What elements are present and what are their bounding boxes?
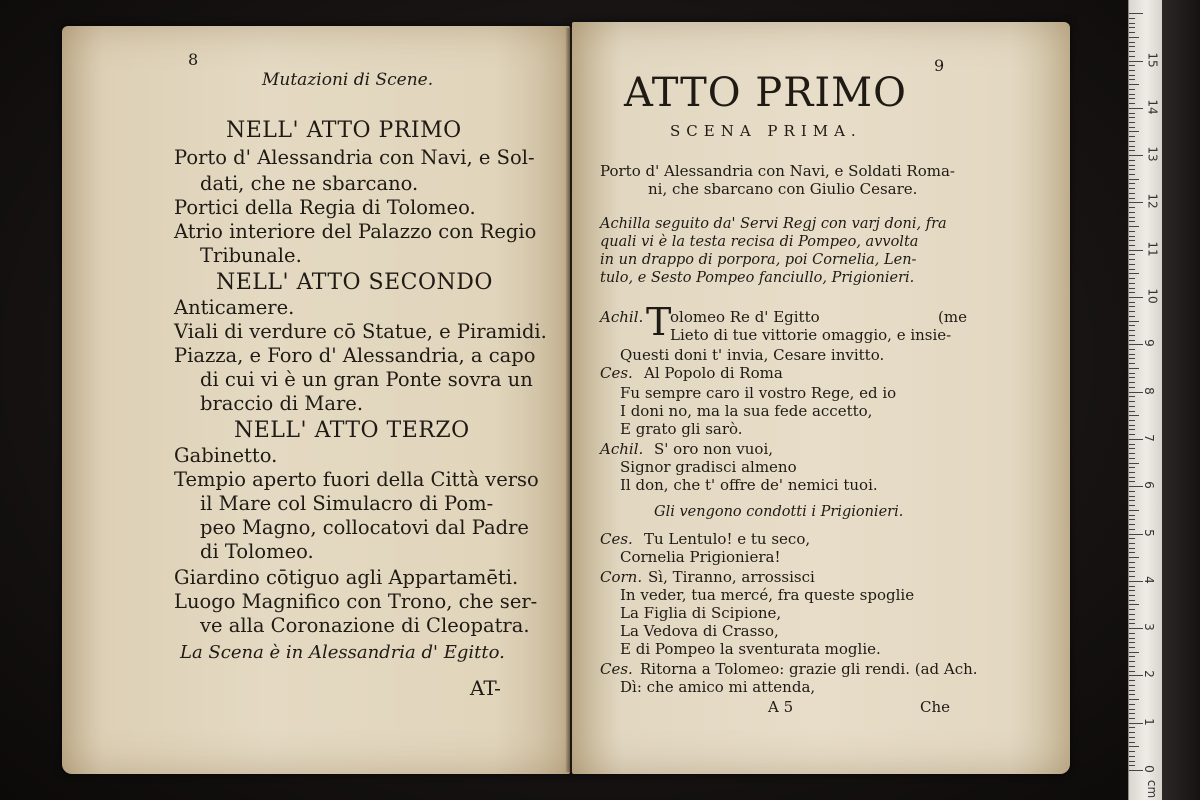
ruler-tick <box>1129 207 1135 208</box>
ruler-tick <box>1129 51 1135 52</box>
ruler-tick <box>1129 84 1139 85</box>
ruler-tick <box>1129 358 1135 359</box>
scene-line: Portici della Regia di Tolomeo. <box>174 196 476 219</box>
ruler-tick <box>1129 269 1135 270</box>
scene-line: Viali di verdure cō Statue, e Piramidi. <box>174 320 547 343</box>
speaker-name: Achil. <box>600 308 644 326</box>
ruler-tick <box>1129 302 1135 303</box>
scene-line: Gabinetto. <box>174 444 278 467</box>
ruler-tick <box>1129 746 1139 747</box>
ruler-tick <box>1129 193 1135 194</box>
scene-line: di cui vi è un gran Ponte sovra un <box>200 368 533 391</box>
ruler-tick <box>1129 174 1135 175</box>
stage-direction-mid: Gli vengono condotti i Prigionieri. <box>654 504 904 520</box>
dialogue-text: Tu Lentulo! e tu seco, <box>644 530 811 548</box>
ruler-label: 3 <box>1141 623 1156 631</box>
ruler-tick <box>1129 306 1135 307</box>
scene-line: il Mare col Simulacro di Pom- <box>200 492 494 515</box>
ruler-tick <box>1129 609 1135 610</box>
ruler-tick <box>1129 212 1135 213</box>
stage-direction-line: tulo, e Sesto Pompeo fanciullo, Prigionieri. <box>600 270 915 286</box>
ruler-label: 7 <box>1141 434 1156 442</box>
ruler-tick <box>1129 704 1135 705</box>
act-title: ATTO PRIMO <box>624 70 907 116</box>
ruler-tick <box>1129 765 1135 766</box>
ruler-tick <box>1129 586 1135 587</box>
dialogue-text: Questi doni t' invia, Cesare invitto. <box>620 346 885 364</box>
ruler-tick <box>1129 98 1135 99</box>
ruler-tick <box>1129 694 1135 695</box>
dialogue-line <box>600 530 633 548</box>
dialogue-text: Dì: che amico mi attenda, <box>620 678 816 696</box>
ruler-tick <box>1129 524 1135 525</box>
ruler-tick <box>1129 481 1135 482</box>
ruler-tick <box>1129 65 1135 66</box>
ruler-tick <box>1129 377 1135 378</box>
dialogue-text: Lieto di tue vittorie omaggio, e insie- <box>670 326 952 344</box>
ruler-tick <box>1129 37 1139 38</box>
ruler-label: 8 <box>1141 386 1156 395</box>
setting-line: ni, che sbarcano con Giulio Cesare. <box>648 180 918 198</box>
ruler-label: 10 <box>1145 288 1160 304</box>
ruler-tick <box>1129 515 1135 516</box>
ruler-label: 9 <box>1141 339 1156 348</box>
scene-line: Piazza, e Foro d' Alessandria, a capo <box>174 344 536 367</box>
ruler-tick <box>1129 614 1135 615</box>
ruler-tick <box>1129 529 1135 530</box>
ruler-tick <box>1129 188 1135 189</box>
ruler-tick <box>1129 652 1139 653</box>
ruler-label: 12 <box>1145 193 1160 210</box>
act-heading-3: NELL' ATTO TERZO <box>234 418 470 443</box>
ruler-label: 1 <box>1141 717 1156 726</box>
ruler-label: 0 <box>1141 765 1156 773</box>
ruler-tick <box>1129 127 1135 128</box>
dialogue-text: Ritorna a Tolomeo: grazie gli rendi. (ad Ach. <box>640 660 978 678</box>
ruler-tick <box>1129 354 1135 355</box>
signature-mark: A 5 <box>768 698 794 716</box>
setting-line: Porto d' Alessandria con Navi, e Soldati Roma- <box>600 162 955 180</box>
ruler-tick <box>1129 604 1139 605</box>
scene-title: SCENA PRIMA. <box>670 122 862 140</box>
dialogue-text: Signor gradisci almeno <box>620 458 797 476</box>
ruler-tick <box>1129 429 1135 430</box>
ruler-label: 14 <box>1145 99 1160 115</box>
ruler-tick <box>1129 131 1139 132</box>
ruler-label: 13 <box>1145 146 1160 162</box>
ruler-tick <box>1129 690 1135 691</box>
ruler-tick <box>1129 245 1135 246</box>
ruler-tick <box>1129 330 1135 331</box>
ruler-tick <box>1129 562 1135 563</box>
ruler-tick <box>1129 415 1139 416</box>
ruler-tick <box>1129 217 1135 218</box>
ruler-tick <box>1129 27 1135 28</box>
dialogue-line <box>600 308 643 326</box>
stage-direction-line: Achilla seguito da' Servi Regj con varj doni, fra <box>600 216 947 232</box>
ruler-tick <box>1129 311 1135 312</box>
dialogue-text: Al Popolo di Roma <box>644 364 783 382</box>
ruler-tick <box>1129 571 1135 572</box>
ruler-tick <box>1129 713 1135 714</box>
ruler-tick <box>1129 368 1139 369</box>
ruler-tick <box>1129 647 1135 648</box>
ruler-tick <box>1129 434 1135 435</box>
ruler-tick <box>1129 183 1135 184</box>
ruler-tick <box>1129 250 1143 251</box>
ruler-tick <box>1129 264 1135 265</box>
ruler-tick <box>1129 453 1135 454</box>
ruler-tick <box>1129 321 1139 322</box>
dialogue-text: In veder, tua mercé, fra queste spoglie <box>620 586 915 604</box>
ruler-tick <box>1129 552 1135 553</box>
ruler-tick <box>1129 680 1135 681</box>
ruler-tick <box>1129 742 1135 743</box>
dialogue-text: Sì, Tiranno, arrossisci <box>648 568 815 586</box>
ruler-tick <box>1129 557 1139 558</box>
ruler-tick <box>1129 335 1135 336</box>
ruler-tick <box>1129 278 1135 279</box>
ruler-tick <box>1129 737 1135 738</box>
ruler-tick <box>1129 283 1135 284</box>
speaker-name: Achil. <box>600 440 644 458</box>
ruler-tick <box>1129 401 1135 402</box>
ruler-tick <box>1129 202 1143 203</box>
ruler-tick <box>1129 254 1135 255</box>
dialogue-text: S' oro non vuoi, <box>654 440 774 458</box>
ruler-tick <box>1129 236 1135 237</box>
ruler-tick <box>1129 600 1135 601</box>
ruler-tick <box>1129 42 1135 43</box>
scene-line: peo Magno, collocatovi dal Padre <box>200 516 529 539</box>
ruler-tick <box>1129 382 1135 383</box>
scene-line: di Tolomeo. <box>200 540 314 563</box>
scene-line: Tribunale. <box>200 244 302 267</box>
ruler-tick <box>1129 699 1139 700</box>
ruler-tick <box>1129 240 1135 241</box>
ruler-tick <box>1129 349 1135 350</box>
ruler-tick <box>1129 231 1135 232</box>
ruler-label: 2 <box>1141 670 1156 679</box>
scene-line: Giardino cōtiguo agli Appartamēti. <box>174 566 519 589</box>
ruler-tick <box>1129 496 1135 497</box>
ruler-tick <box>1129 633 1135 634</box>
ruler-tick <box>1129 444 1135 445</box>
dialogue-text: Il don, che t' offre de' nemici tuoi. <box>620 476 878 494</box>
speaker-name: Ces. <box>600 530 633 548</box>
ruler-tick <box>1129 108 1143 109</box>
ruler-tick <box>1129 709 1135 710</box>
ruler-label: 6 <box>1141 481 1156 490</box>
ruler-tick <box>1129 226 1139 227</box>
drop-capital: T <box>646 300 672 344</box>
left-running-head: Mutazioni di Scene. <box>262 70 434 90</box>
dialogue-line <box>600 364 633 382</box>
ruler-tick <box>1129 519 1135 520</box>
dialogue-text: E di Pompeo la sventurata moglie. <box>620 640 881 658</box>
scene-line: dati, che ne sbarcano. <box>200 172 419 195</box>
ruler-tick <box>1129 751 1135 752</box>
ruler-tick <box>1129 340 1135 341</box>
dialogue-text: E grato gli sarò. <box>620 420 743 438</box>
ruler-tick <box>1129 89 1135 90</box>
ruler-tick <box>1129 221 1135 222</box>
ruler-tick <box>1129 259 1135 260</box>
ruler-tick <box>1129 458 1135 459</box>
right-page <box>572 22 1070 774</box>
ruler-tick <box>1129 491 1135 492</box>
ruler-tick <box>1129 56 1135 57</box>
ruler-tick <box>1129 297 1143 298</box>
scene-line: ve alla Coronazione di Cleopatra. <box>200 614 530 637</box>
dialogue-text: I doni no, ma la sua fede accetto, <box>620 402 873 420</box>
scene-line: Atrio interiore del Palazzo con Regio <box>174 220 537 243</box>
ruler-label: 5 <box>1141 528 1156 537</box>
ruler-tick <box>1129 103 1135 104</box>
ruler-tick <box>1129 325 1135 326</box>
ruler-tick <box>1129 406 1135 407</box>
ruler-tick <box>1129 420 1135 421</box>
ruler-tick <box>1129 373 1135 374</box>
right-page-number: 9 <box>934 56 945 75</box>
stage-direction-line: quali vi è la testa recisa di Pompeo, avvolta <box>600 234 919 250</box>
ruler-tick <box>1129 13 1143 14</box>
ruler-tick <box>1129 510 1139 511</box>
ruler-tick <box>1129 505 1135 506</box>
dialogue-line <box>600 568 642 586</box>
dialogue-text: Fu sempre caro il vostro Rege, ed io <box>620 384 897 402</box>
ruler-tick <box>1129 70 1135 71</box>
dialogue-line <box>600 660 633 678</box>
ruler-tick <box>1129 32 1135 33</box>
ruler-tick <box>1129 718 1135 719</box>
ruler-tick <box>1129 165 1135 166</box>
ruler-tick <box>1129 141 1135 142</box>
ruler-tick <box>1129 590 1135 591</box>
aside-text: (me <box>938 308 967 326</box>
measurement-ruler <box>1128 0 1163 800</box>
ruler-tick <box>1129 548 1135 549</box>
ruler-tick <box>1129 411 1135 412</box>
ruler-tick <box>1129 463 1139 464</box>
ruler-label: 11 <box>1145 241 1160 257</box>
ruler-tick <box>1129 761 1135 762</box>
ruler-tick <box>1129 94 1135 95</box>
ruler-tick <box>1129 150 1135 151</box>
ruler-tick <box>1129 387 1135 388</box>
left-page <box>62 26 570 774</box>
dialogue-text: La Vedova di Crasso, <box>620 622 779 640</box>
scene-line: Porto d' Alessandria con Navi, e Sol- <box>174 146 535 169</box>
ruler-tick <box>1129 288 1135 289</box>
left-page-number: 8 <box>188 50 199 69</box>
act-heading-1: NELL' ATTO PRIMO <box>226 118 462 143</box>
speaker-name: Corn. <box>600 568 643 586</box>
ruler-tick <box>1129 500 1135 501</box>
scene-location-note: La Scena è in Alessandria d' Egitto. <box>180 642 505 663</box>
ruler-tick <box>1129 671 1135 672</box>
ruler-tick <box>1129 472 1135 473</box>
scene-line: Anticamere. <box>174 296 295 319</box>
dialogue-text: Cornelia Prigioniera! <box>620 548 781 566</box>
ruler-tick <box>1129 179 1139 180</box>
ruler-tick <box>1129 46 1135 47</box>
act-heading-2: NELL' ATTO SECONDO <box>216 270 493 295</box>
ruler-tick <box>1129 61 1143 62</box>
ruler-tick <box>1129 292 1135 293</box>
ruler-tick <box>1129 18 1135 19</box>
ruler-tick <box>1129 477 1135 478</box>
ruler-tick <box>1129 642 1135 643</box>
ruler-tick <box>1129 363 1135 364</box>
dialogue-text: La Figlia di Scipione, <box>620 604 782 622</box>
ruler-tick <box>1129 122 1135 123</box>
ruler-tick <box>1129 576 1135 577</box>
scene-line: Luogo Magnifico con Trono, che ser- <box>174 590 538 613</box>
ruler-tick <box>1129 448 1135 449</box>
ruler-tick <box>1129 567 1135 568</box>
ruler-tick <box>1129 160 1135 161</box>
ruler-tick <box>1129 117 1135 118</box>
speaker-name: Ces. <box>600 660 633 678</box>
ruler-tick <box>1129 316 1135 317</box>
ruler-tick <box>1129 619 1135 620</box>
speaker-name: Ces. <box>600 364 633 382</box>
ruler-tick <box>1129 656 1135 657</box>
ruler-tick <box>1129 756 1135 757</box>
scene-line: braccio di Mare. <box>200 392 364 415</box>
ruler-tick <box>1129 467 1135 468</box>
ruler-tick <box>1129 75 1135 76</box>
ruler-unit: cm <box>1145 779 1160 799</box>
ruler-tick <box>1129 623 1135 624</box>
ruler-tick <box>1129 146 1135 147</box>
ruler-tick <box>1129 396 1135 397</box>
ruler-tick <box>1129 169 1135 170</box>
ruler-tick <box>1129 136 1135 137</box>
ruler-tick <box>1129 661 1135 662</box>
ruler-shadow <box>1162 0 1200 800</box>
ruler-tick <box>1129 595 1135 596</box>
dialogue-line <box>600 440 643 458</box>
ruler-tick <box>1129 79 1135 80</box>
ruler-tick <box>1129 732 1135 733</box>
ruler-tick <box>1129 666 1135 667</box>
right-catchword: Che <box>920 698 951 716</box>
ruler-tick <box>1129 425 1135 426</box>
ruler-tick <box>1129 273 1139 274</box>
ruler-tick <box>1129 23 1135 24</box>
stage-direction-line: in un drappo di porpora, poi Cornelia, Len- <box>600 252 917 268</box>
scene-line: Tempio aperto fuori della Città verso <box>174 468 539 491</box>
ruler-tick <box>1129 155 1143 156</box>
ruler-tick <box>1129 538 1135 539</box>
ruler-tick <box>1129 198 1135 199</box>
ruler-tick <box>1129 543 1135 544</box>
dialogue-text: olomeo Re d' Egitto <box>670 308 820 326</box>
ruler-tick <box>1129 113 1135 114</box>
ruler-label: 4 <box>1141 575 1156 584</box>
left-catchword: AT- <box>470 676 501 700</box>
ruler-tick <box>1129 638 1135 639</box>
ruler-tick <box>1129 685 1135 686</box>
ruler-tick <box>1129 727 1135 728</box>
ruler-label: 15 <box>1145 51 1160 68</box>
